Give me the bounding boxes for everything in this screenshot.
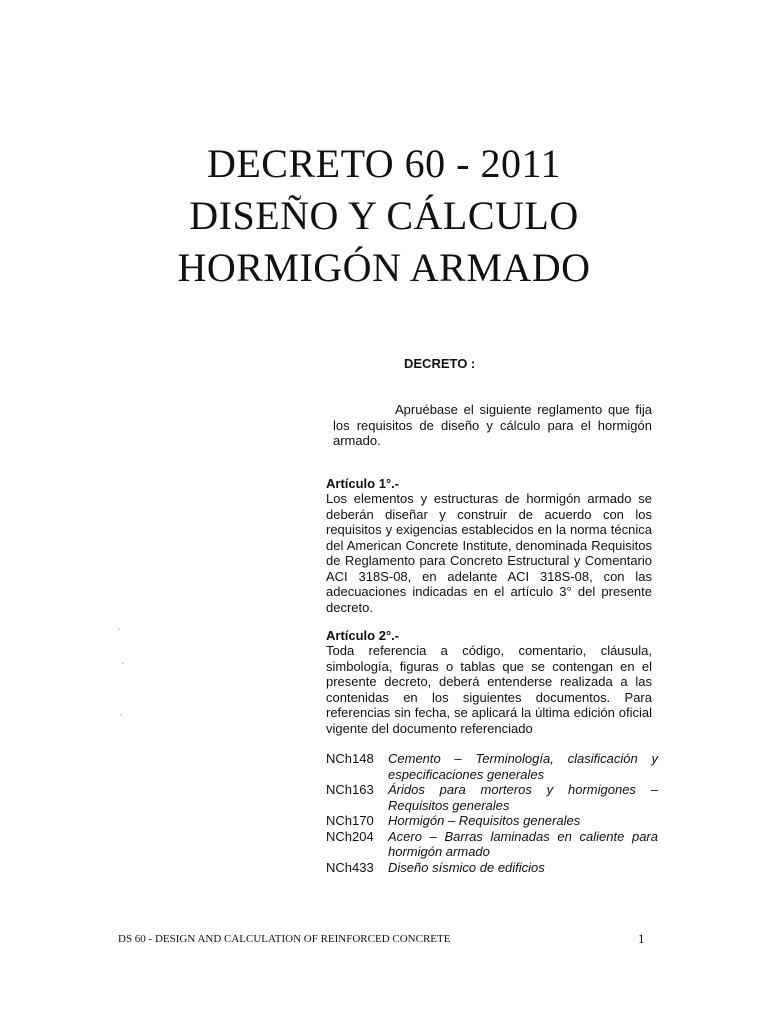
norm-code: NCh148 xyxy=(326,751,374,766)
norm-code: NCh170 xyxy=(326,813,374,828)
norm-description: Áridos para morteros y hormigones – Requisitos generales xyxy=(388,782,658,813)
norm-description: Hormigón – Requisitos generales xyxy=(388,813,581,828)
scan-speck xyxy=(120,714,122,716)
norm-item xyxy=(326,860,658,876)
norm-item xyxy=(326,782,658,813)
norm-item xyxy=(326,829,658,860)
scan-speck xyxy=(122,662,124,664)
decreto-label: DECRETO : xyxy=(404,356,476,371)
title-line-3: HORMIGÓN ARMADO xyxy=(177,245,591,290)
norms-list xyxy=(326,751,658,875)
norm-code: NCh204 xyxy=(326,828,374,844)
norm-description: Acero – Barras laminadas en caliente para hormigón armado xyxy=(388,828,658,859)
article-1-heading: Artículo 1°.- xyxy=(326,476,400,491)
title-line-1: DECRETO 60 - 2011 xyxy=(206,141,562,186)
norm-item xyxy=(326,751,658,782)
norm-code: NCh163 xyxy=(326,782,374,797)
intro-paragraph: Apruébase el siguiente reglamento que fija los requisitos de diseño y cálculo para el hormigón armado. xyxy=(333,402,652,448)
page-number: 1 xyxy=(638,931,645,946)
footer-title: DS 60 - DESIGN AND CALCULATION OF REINFORCED CONCRETE xyxy=(118,933,451,945)
norm-description: Diseño sísmico de edificios xyxy=(388,859,545,875)
article-2-text: Toda referencia a código, comentario, cláusula, simbología, figuras o tablas que se contengan en el presente decreto, deberá entenderse realizada a las contenidas en los siguientes documentos. Para referencias sin fecha, se aplicará la última edición oficial vigente del documento referenciado xyxy=(326,643,652,736)
title-line-2: DISEÑO Y CÁLCULO xyxy=(189,193,579,238)
document-title xyxy=(120,138,648,294)
article-2-heading: Artículo 2°.- xyxy=(326,628,400,643)
norm-description: Cemento – Terminología, clasificación y especificaciones generales xyxy=(388,751,658,782)
scan-speck xyxy=(118,628,120,630)
norm-code: NCh433 xyxy=(326,859,374,875)
article-1-text: Los elementos y estructuras de hormigón armado se deberán diseñar y construir de acuerdo con los requisitos y exigencias establecidos en la norma técnica del American Concrete Institute, denominada Requisitos de Reglamento para Concreto Estructural y Comentario ACI 318S-08, en adelante ACI 318S-08, con las adecuaciones indicadas en el artículo 3° del presente decreto. xyxy=(326,491,652,615)
norm-item xyxy=(326,813,658,829)
